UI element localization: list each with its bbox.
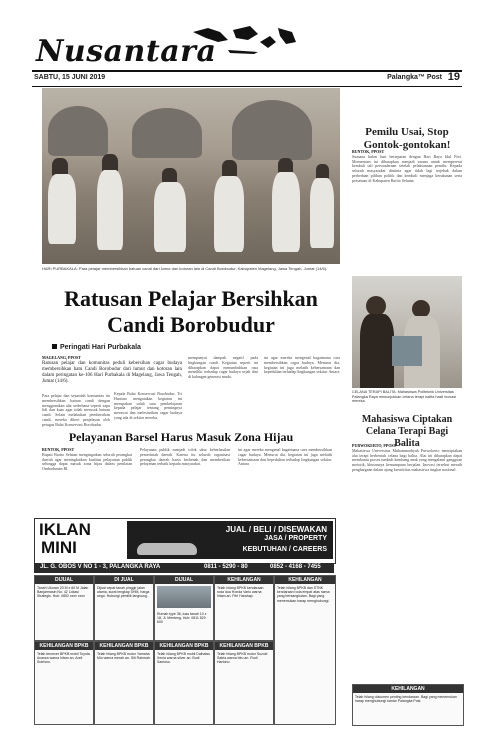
indonesia-map-logo	[188, 20, 298, 65]
photo-caption: HARI PURBAKALA: Para pelajar membersihkan batuan candi dari lumut dan kotoran lain di Candi Borobudur, Kabupaten Magelang, Jawa Tengah, Jumat (14/6).	[42, 266, 328, 271]
sidebar1-title: Pemilu Usai, Stop Gontok-gontokan!	[363, 126, 451, 151]
main-photo	[42, 88, 340, 264]
classified-ad-9: KEHILANGAN BPKB Telah hilang BPKB motor Suzuki Satria warna biru an. Rudi Hartono.	[214, 641, 274, 725]
house-photo	[157, 586, 211, 608]
main-lead	[42, 356, 182, 385]
classified-ad-4: KEHILANGAN Telah hilang BPKB kendaraan roda dua Honda Vario warna hitam an. Fitri Harahap.	[214, 575, 274, 641]
classified-ad-8: KEHILANGAN BPKB Telah hilang BPKB mobil Daihatsu Xenia warna silver an. Budi Santoso.	[154, 641, 214, 725]
bottom-col-1: BUNTOK, PPOST Bupati Barito Selatan mengingatkan seluruh perangkat daerah agar meningkatkan kualitas pelayanan publik sehingga dapat masuk zona hijau dalam penilaian Ombudsman RI.	[42, 447, 132, 472]
ad-line-2: JASA / PROPERTY	[264, 535, 327, 542]
main-col-4: ini agar mereka mengenal bagaimana cara membersihkan cagar budaya. Menurut dia, kegiatan ini juga melatih kebersamaan dan kepedulian terhadap lingkungan sekitar. Antara	[264, 355, 340, 375]
masthead-title: Nusantara	[36, 34, 217, 69]
main-col-1: Para pelajar dan sejumlah komunitas itu membersihkan batuan candi dengan menggunakan alat sederhana seperti sapu lidi dan kuas agar tidak merusak batuan candi. Selain melakukan pembersihan candi, mereka diberi penjelasan oleh petugas Balai Konservasi Borobudur.	[42, 393, 110, 427]
main-col-3: mempunyai dampak negatif pada lingkungan candi. Kegiatan seperti ini diharapkan dapat menumbuhkan rasa memiliki terhadap cagar budaya sejak dini di kalangan generasi muda.	[188, 355, 258, 380]
main-headline: Ratusan Pelajar Bersihkan Candi Borobudur	[64, 286, 318, 337]
ad-mini-label: MINI	[41, 538, 77, 557]
classifieds-grid	[34, 575, 334, 725]
page-number: 19	[447, 71, 460, 83]
ad-line-3: KEBUTUHAN / CAREERS	[242, 546, 327, 553]
main-dateline: MAGELANG, PPOST	[42, 355, 81, 360]
classified-ad-10: KEHILANGAN Telah hilang dokumen penting kendaraan. Bagi yang menemukan harap menghubungi kantor Palangka Post.	[352, 684, 464, 726]
sidebar-photo	[352, 276, 462, 388]
classified-ad-7: KEHILANGAN BPKB Telah hilang BPKB motor Yamaha Mio warna merah an. Siti Rahmah.	[94, 641, 154, 725]
classified-ad-2: DI JUAL Dijual cepat tanah pinggir jalan utama, surat lengkap SHM, harga nego. Hubungi pemilik langsung.	[94, 575, 154, 641]
sidebar1-body: BUNTOK, PPOST Suasana bulan Juni bertepatan dengan Hari Raya Idul Fitri. Momentum ini diharapkan menjadi sarana untuk mempererat kembali tali persaudaraan setelah pelaksanaan pemilu. Kepada seluruh masyarakat diminta agar tidak lagi terjebak dalam perbedaan pilihan politik dan kembali menjaga kerukunan serta persatuan di Kabupaten Barito Selatan.	[352, 149, 462, 183]
iklan-mini-banner	[34, 518, 336, 564]
main-col-2: Kepala Balai Konservasi Borobudur, Tri Hartono mengatakan kegiatan ini merupakan salah satu pembelajaran kepada pelajar tentang pentingnya merawat dan melestarikan cagar budaya yang ada di sekitar mereka.	[114, 391, 182, 420]
main-subhead: Peringati Hari Purbakala	[52, 344, 141, 351]
bullet-square-icon	[52, 344, 57, 349]
classified-ad-5: KEHILANGAN Telah hilang BPKB dan STNK kendaraan roda empat atas nama yang bersangkutan. Bagi yang menemukan harap menghubungi.	[274, 575, 336, 725]
ad-iklan-label: IKLAN	[39, 520, 91, 539]
classified-ad-1: DIJUAL Tanah Ukuran 20 M x 60 M Jalan Banjarmasin No. 42 Lokasi Strategis. Hub: 0852 xxxx xxxx	[34, 575, 94, 641]
bottom-col-2: Pelayanan publik menjadi tolok ukur keberhasilan pemerintah daerah. Karena itu seluruh organisasi perangkat daerah harus berbenah dan memberikan pelayanan terbaik kepada masyarakat.	[140, 447, 230, 467]
bottom-headline: Pelayanan Barsel Harus Masuk Zona Hijau	[68, 430, 294, 444]
dateline-bar	[32, 70, 462, 87]
ad-phone-1: 0811 - 5290 - 80	[204, 564, 248, 570]
classified-ad-3: DIJUAL Rumah type 36, luas tanah 10 x 18, Jl. Menteng. Hub: 0811 529 600	[154, 575, 214, 641]
ad-address: JL. G. OBOS V NO 1 - 3, PALANGKA RAYA	[40, 564, 161, 570]
ad-line-1: JUAL / BELI / DISEWAKAN	[225, 525, 327, 534]
main-lead-text: Ratusan pelajar dan komunitas peduli kebersihan cagar budaya membersihkan batu Candi Borobudur dari lumut dan kotoran lain dalam peringatan ke-106 Hari Purbakala di Magelang, Jawa Tengah, Jumat (14/6).	[42, 360, 182, 384]
bottom-col-3: ini agar mereka mengenal bagaimana cara membersihkan cagar budaya. Menurut dia, kegiatan ini juga melatih kebersamaan dan kepedulian terhadap lingkungan sekitar. Antara	[238, 447, 332, 467]
car-icon	[137, 543, 197, 555]
ad-contact-bar	[34, 563, 334, 573]
masthead	[18, 8, 478, 69]
ad-phone-2: 0852 - 4168 - 7455	[270, 564, 321, 570]
paper-name: Palangka™ Post	[387, 74, 442, 81]
issue-date: SABTU, 15 JUNI 2019	[34, 74, 106, 81]
classified-ad-6: KEHILANGAN BPKB Telah tercecer BPKB mobil Toyota Avanza warna hitam an. Andi Sutrisno.	[34, 641, 94, 725]
ad-banner-right	[127, 521, 333, 559]
sidebar2-body: PURWOKERTO, PPOST Mahasiswa Universitas Muhammadiyah Purwokerto menciptakan alat terapi berbentuk celana bagi balita. Alat ini diharapkan dapat membantu proses tumbuh kembang anak yang mengalami gangguan motorik, khususnya kemampuan berjalan. Inovasi tersebut meraih penghargaan dalam ajang kreativitas mahasiswa tingkat nasional.	[352, 443, 462, 472]
sidebar-photo-caption: CELANA TERAPI BALITA: Mahasiswa Politeknik Universitas Palangka Raya menunjukkan celana terapi balita hasil inovasi mereka.	[352, 390, 457, 404]
sidebar2-title: Mahasiswa Ciptakan Celana Terapi Bagi Balita	[361, 414, 453, 449]
